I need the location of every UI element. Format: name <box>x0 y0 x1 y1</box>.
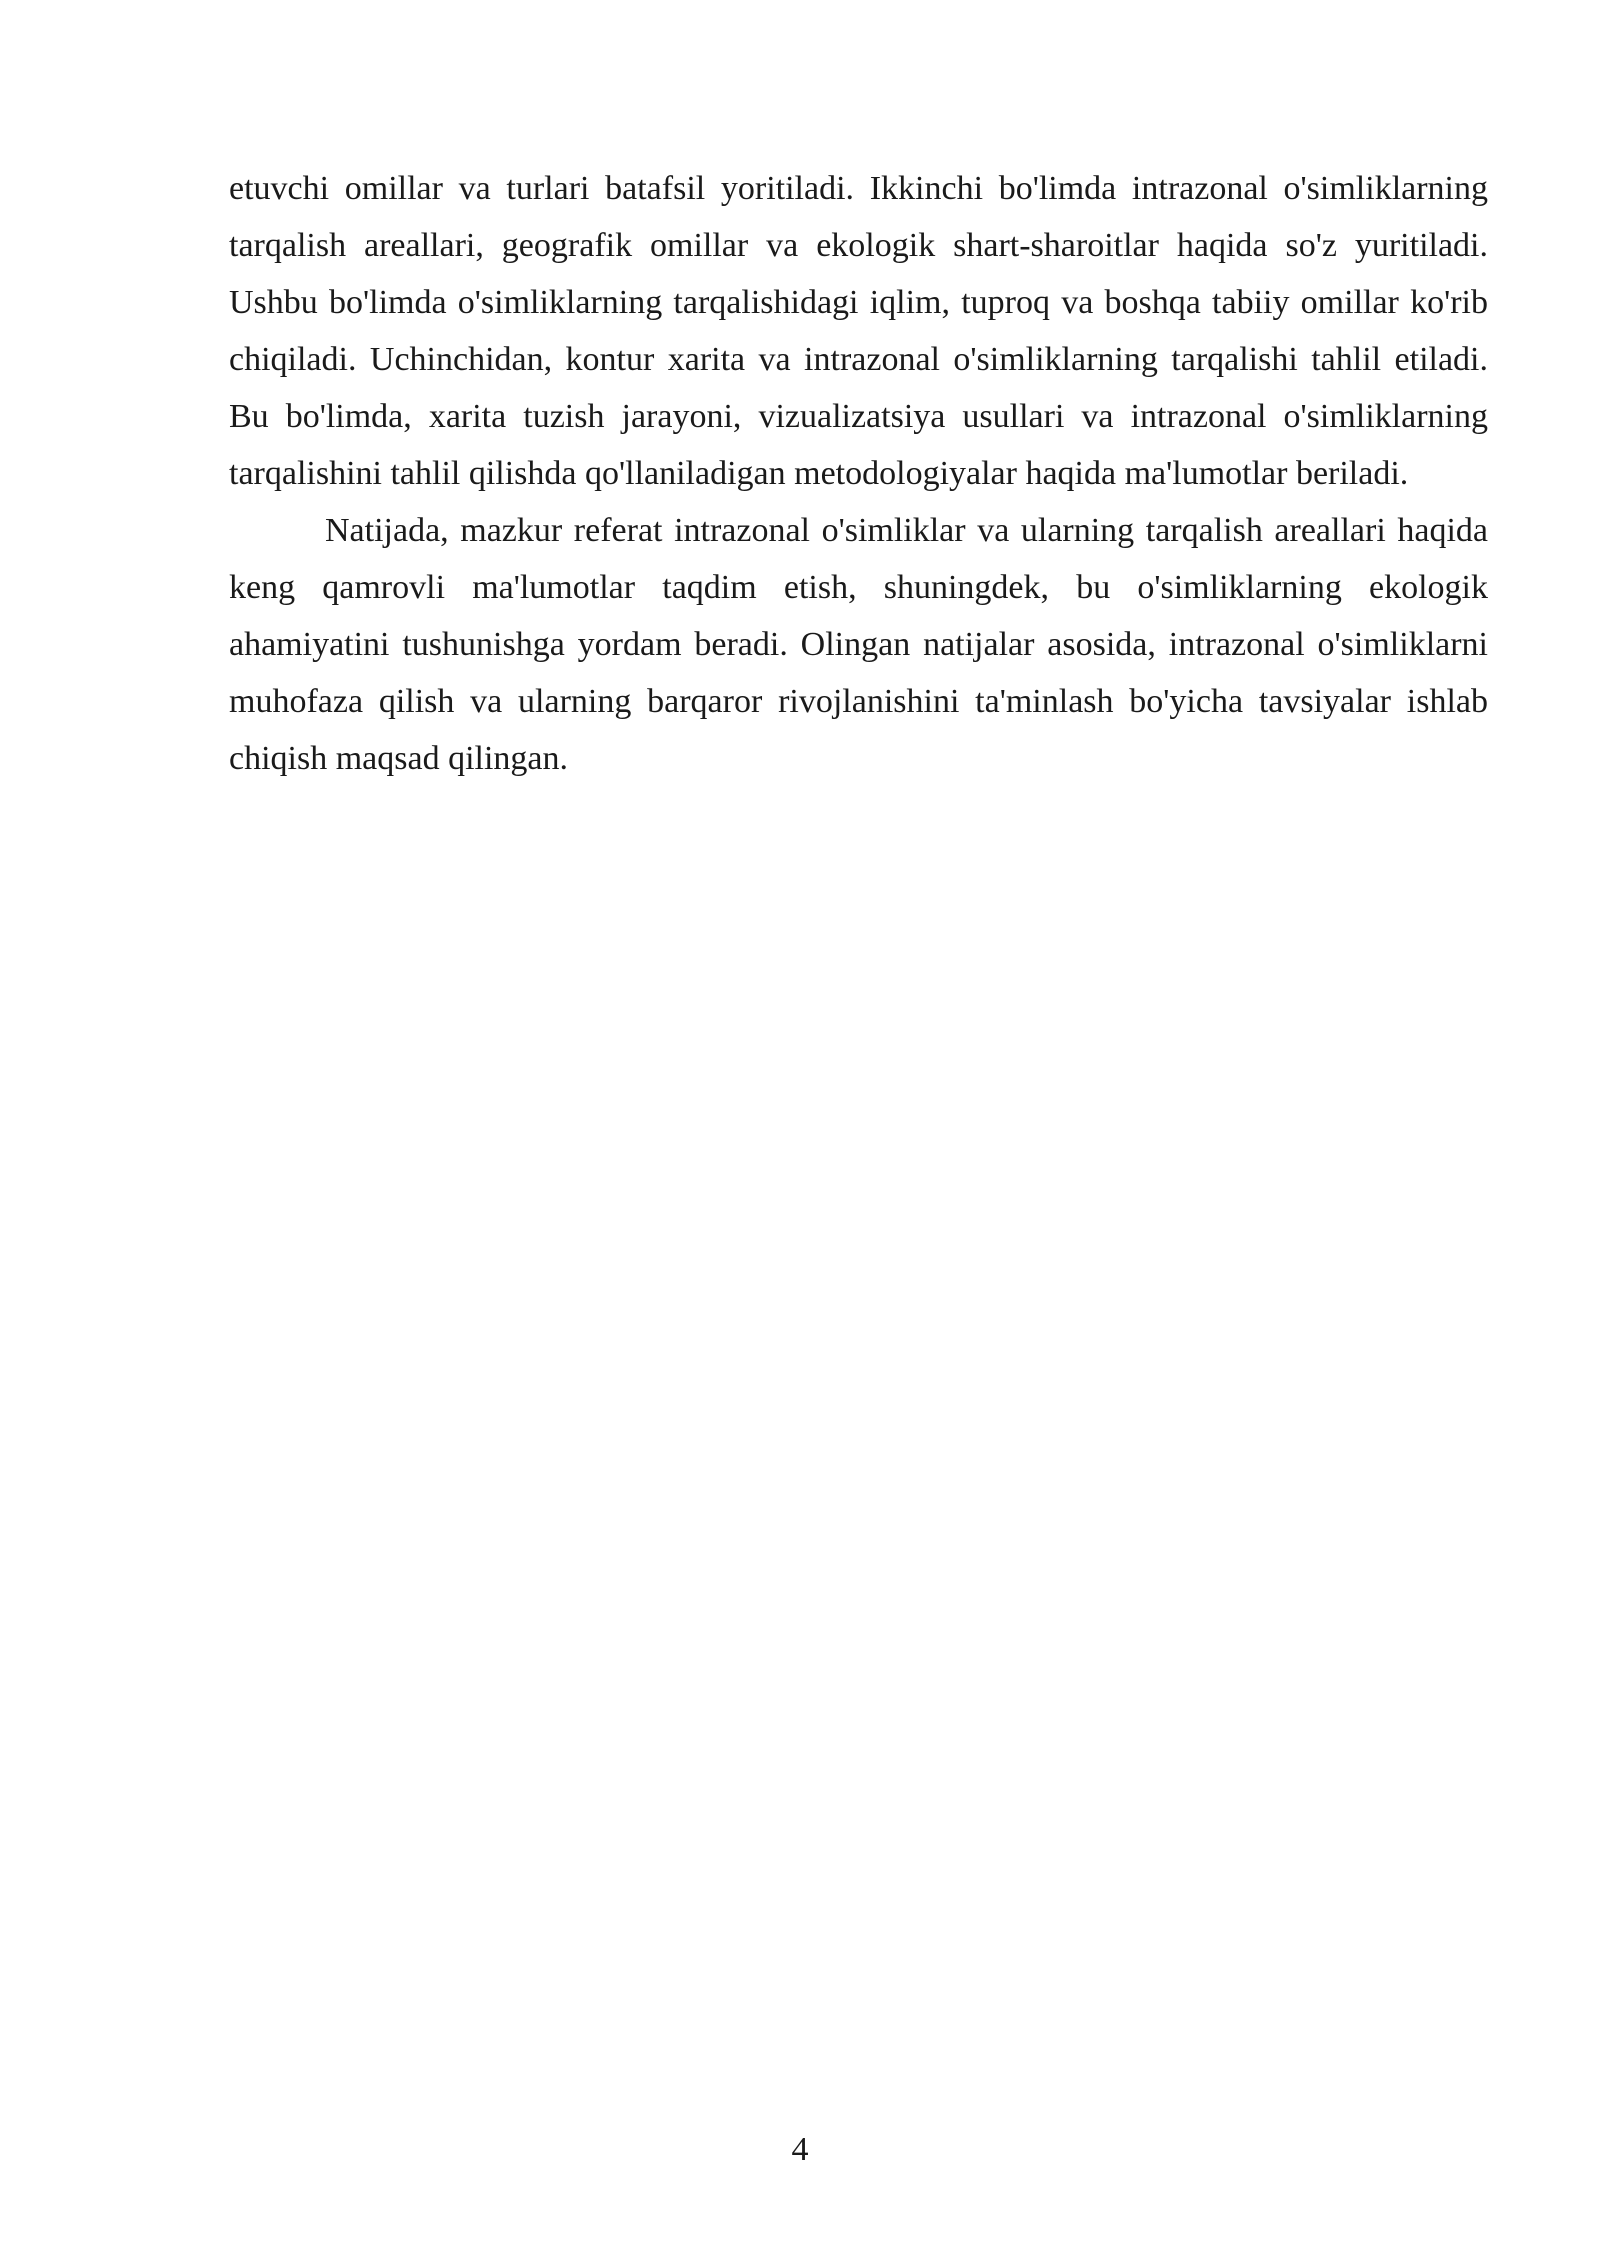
paragraph-continuation: etuvchi omillar va turlari batafsil yoritiladi. Ikkinchi bo'limda intrazonal o'simliklarning tarqalish areallari, geografik omillar va ekologik shart-sharoitlar haqida so'z yuritiladi. Ushbu bo'limda o'simliklarning tarqalishidagi iqlim, tuproq va boshqa tabiiy omillar ko'rib chiqiladi. Uchinchidan, kontur xarita va intrazonal o'simliklarning tarqalishi tahlil etiladi. Bu bo'limda, xarita tuzish jarayoni, vizualizatsiya usullari va intrazonal o'simliklarning tarqalishini tahlil qilishda qo'llaniladigan metodologiyalar haqida ma'lumotlar beriladi. <box>229 170 1488 492</box>
page-number: 4 <box>791 2131 809 2168</box>
body-text <box>229 160 1488 787</box>
paragraph-conclusion: Natijada, mazkur referat intrazonal o'simliklar va ularning tarqalish areallari haqida keng qamrovli ma'lumotlar taqdim etish, shuningdek, bu o'simliklarning ekologik ahamiyatini tushunishga yordam beradi. Olingan natijalar asosida, intrazonal o'simliklarni muhofaza qilish va ularning barqaror rivojlanishini ta'minlash bo'yicha tavsiyalar ishlab chiqish maqsad qilingan. <box>229 512 1488 777</box>
